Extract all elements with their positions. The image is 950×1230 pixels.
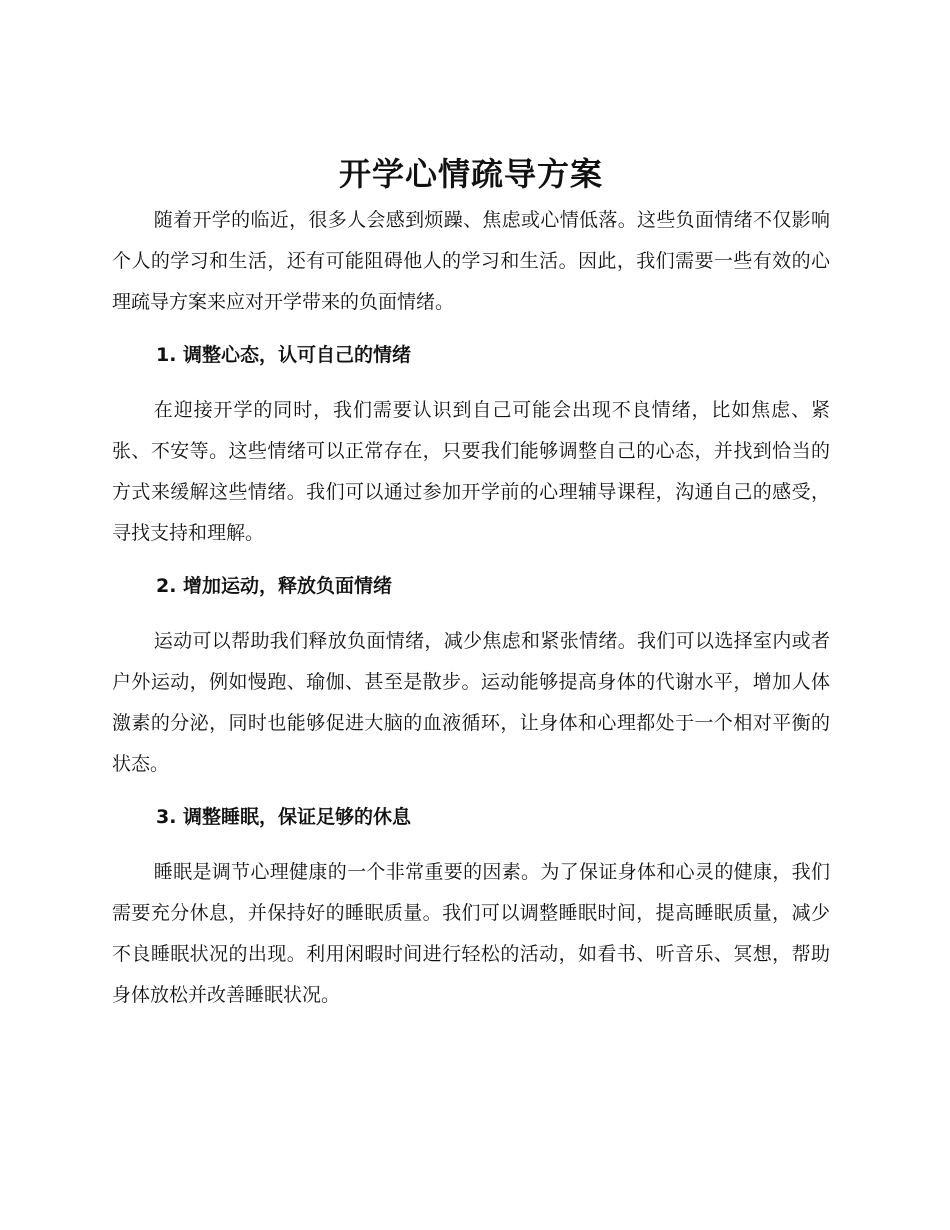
section-heading-3: 3. 调整睡眠，保证足够的休息 — [156, 806, 412, 828]
section-heading-2: 2. 增加运动，释放负面情绪 — [156, 575, 393, 597]
intro-paragraph: 随着开学的临近，很多人会感到烦躁、焦虑或心情低落。这些负面情绪不仅影响个人的学习和生活，还有可能阻碍他人的学习和生活。因此，我们需要一些有效的心理疏导方案来应对开学带来的负面情绪。 — [112, 209, 830, 313]
section-body-3: 睡眠是调节心理健康的一个非常重要的因素。为了保证身体和心灵的健康，我们需要充分休息，并保持好的睡眠质量。我们可以调整睡眠时间，提高睡眠质量，减少不良睡眠状况的出现。利用闲暇时间进行轻松的活动，如看书、听音乐、冥想，帮助身体放松并改善睡眠状况。 — [112, 861, 830, 1006]
section-body-1: 在迎接开学的同时，我们需要认识到自己可能会出现不良情绪，比如焦虑、紧张、不安等。这些情绪可以正常存在，只要我们能够调整自己的心态，并找到恰当的方式来缓解这些情绪。我们可以通过参加开学前的心理辅导课程，沟通自己的感受，寻找支持和理解。 — [112, 399, 830, 544]
document-page — [112, 150, 830, 1016]
section-heading-1: 1. 调整心态，认可自己的情绪 — [156, 344, 412, 366]
section-body-2: 运动可以帮助我们释放负面情绪，减少焦虑和紧张情绪。我们可以选择室内或者户外运动，例如慢跑、瑜伽、甚至是散步。运动能够提高身体的代谢水平，增加人体激素的分泌，同时也能够促进大脑的血液循环，让身体和心理都处于一个相对平衡的状态。 — [112, 630, 830, 775]
document-title: 开学心情疏导方案 — [338, 155, 603, 193]
